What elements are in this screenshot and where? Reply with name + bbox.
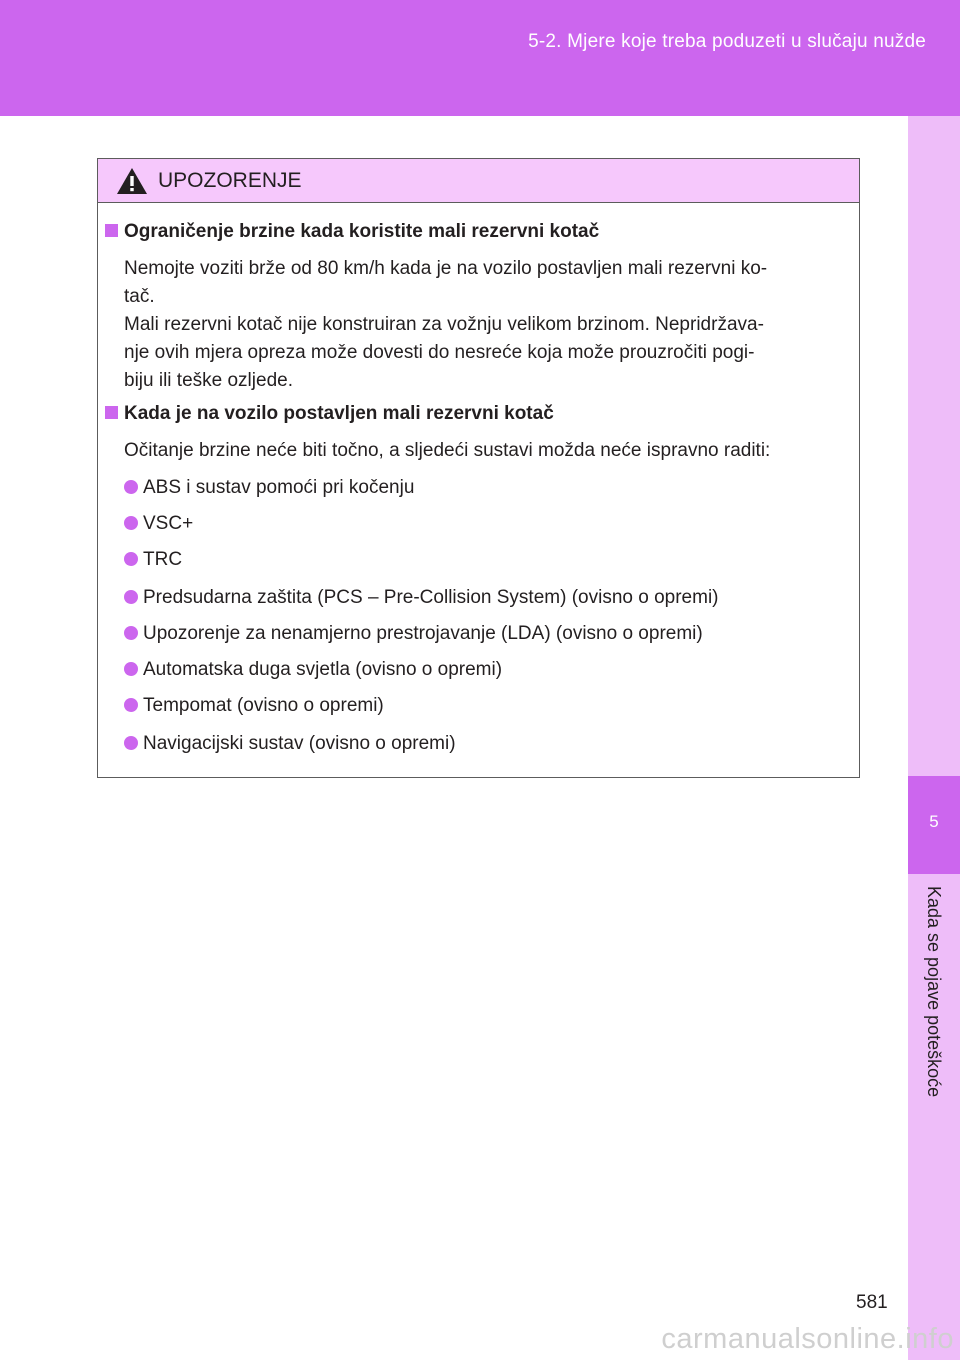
list-item: VSC+ xyxy=(124,513,193,535)
list-item: Navigacijski sustav (ovisno o opremi) xyxy=(124,733,456,755)
round-bullet-icon xyxy=(124,736,138,750)
warning-triangle-icon xyxy=(116,167,148,195)
warning-title: UPOZORENJE xyxy=(158,169,302,192)
warning-header xyxy=(98,159,859,203)
square-bullet-icon xyxy=(105,406,118,419)
header-band xyxy=(0,0,960,116)
page-number: 581 xyxy=(856,1292,888,1313)
list-item: Automatska duga svjetla (ovisno o opremi) xyxy=(124,659,502,681)
paragraph: Nemojte voziti brže od 80 km/h kada je na vozilo postavljen mali rezervni ko- tač. xyxy=(124,258,768,307)
round-bullet-icon xyxy=(124,516,138,530)
section-heading: Ograničenje brzine kada koristite mali rezervni kotač xyxy=(98,221,599,243)
round-bullet-icon xyxy=(124,662,138,676)
list-item: ABS i sustav pomoći pri kočenju xyxy=(124,477,414,499)
watermark: carmanualsonline.info xyxy=(661,1323,954,1355)
round-bullet-icon xyxy=(124,590,138,604)
chapter-title: Kada se pojave poteškoće xyxy=(924,886,944,1098)
round-bullet-icon xyxy=(124,698,138,712)
round-bullet-icon xyxy=(124,626,138,640)
chapter-number: 5 xyxy=(929,812,939,831)
list-item: Tempomat (ovisno o opremi) xyxy=(124,695,384,717)
list-item: Upozorenje za nenamjerno prestrojavanje (LDA) (ovisno o opremi) xyxy=(124,623,703,645)
paragraph: Očitanje brzine neće biti točno, a sljedeći sustavi možda neće ispravno raditi: xyxy=(124,440,771,461)
round-bullet-icon xyxy=(124,480,138,494)
sidebar-strip xyxy=(908,116,960,1360)
list-item: TRC xyxy=(124,549,182,571)
round-bullet-icon xyxy=(124,552,138,566)
paragraph: Mali rezervni kotač nije konstruiran za vožnju velikom brzinom. Nepridržava- nje ovih mjera opreza može dovesti do nesreće koja može prouzročiti pogi- biju ili teške ozljede. xyxy=(124,314,764,391)
section-heading: Kada je na vozilo postavljen mali rezervni kotač xyxy=(98,403,554,425)
list-item: Predsudarna zaštita (PCS – Pre-Collision System) (ovisno o opremi) xyxy=(124,587,719,609)
warning-box xyxy=(97,158,860,778)
square-bullet-icon xyxy=(105,224,118,237)
section-title: 5-2. Mjere koje treba poduzeti u slučaju nužde xyxy=(528,31,926,52)
